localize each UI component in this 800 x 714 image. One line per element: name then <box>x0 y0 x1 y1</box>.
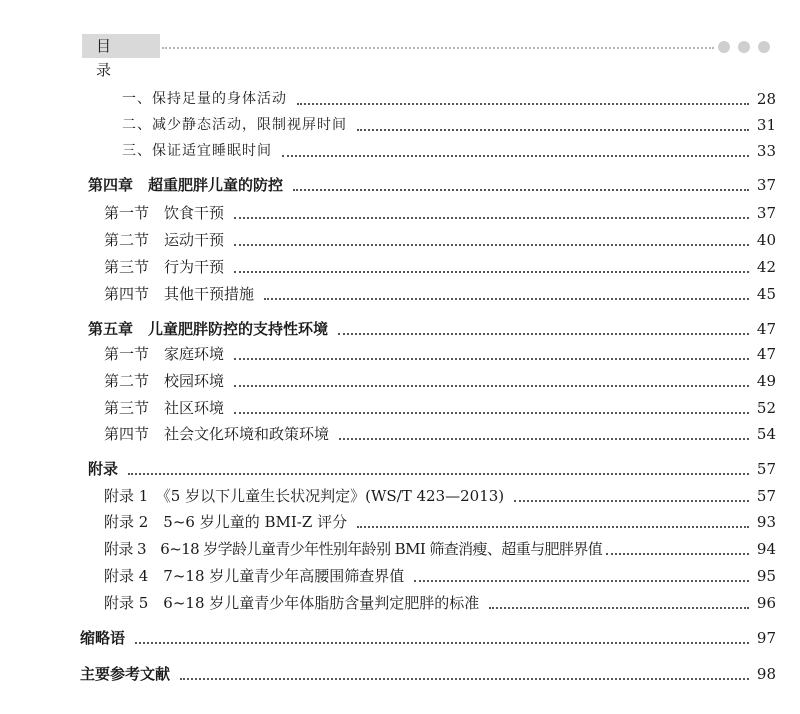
toc-references[interactable] <box>80 662 776 686</box>
toc-entry-page: 96 <box>756 594 776 612</box>
leader-dots <box>264 298 749 300</box>
leader-dots <box>234 217 749 219</box>
toc-entry-page: 47 <box>756 320 776 338</box>
toc-entry-page: 97 <box>756 629 776 647</box>
toc-appendix-item[interactable] <box>104 510 776 534</box>
toc-chapter-label: 附录 <box>88 460 119 478</box>
toc-appendix-item[interactable] <box>104 537 776 561</box>
toc-entry-page: 33 <box>756 142 776 160</box>
toc-section[interactable] <box>104 396 776 420</box>
toc-section-label: 附录 5 6~18 岁儿童青少年体脂肪含量判定肥胖的标准 <box>104 594 480 612</box>
toc-entry-label: 三、保证适宜睡眠时间 <box>122 143 272 159</box>
leader-dots <box>338 333 749 335</box>
leader-dots <box>180 678 749 680</box>
toc-entry-page: 57 <box>756 460 776 478</box>
toc-entry[interactable] <box>122 87 776 111</box>
toc-section-label: 附录 4 7~18 岁儿童青少年高腰围筛查界值 <box>104 567 405 585</box>
header-dotted-rule <box>162 47 714 49</box>
toc-chapter-label: 主要参考文献 <box>80 665 171 683</box>
leader-dots <box>339 438 749 440</box>
toc-entry-page: 94 <box>756 540 776 558</box>
toc-section-label: 第一节 家庭环境 <box>104 345 225 363</box>
toc-entry-page: 98 <box>756 665 776 683</box>
toc-section-label: 附录 3 6~18 岁学龄儿童青少年性别年龄别 BMI 筛查消瘦、超重与肥胖界值 <box>104 540 603 558</box>
toc-entry-page: 28 <box>756 90 776 108</box>
leader-dots <box>297 103 749 105</box>
toc-entry-page: 52 <box>756 399 776 417</box>
leader-dots <box>234 271 749 273</box>
toc-chapter[interactable] <box>88 317 776 341</box>
toc-chapter-label: 缩略语 <box>80 629 126 647</box>
toc-section-label: 第二节 校园环境 <box>104 372 225 390</box>
header-decorative-dots <box>718 41 772 53</box>
toc-chapter[interactable] <box>88 173 776 197</box>
toc-entry-page: 54 <box>756 425 776 443</box>
toc-appendix-item[interactable] <box>104 484 776 508</box>
toc-entry[interactable] <box>122 113 776 137</box>
toc-section-label: 第四节 社会文化环境和政策环境 <box>104 425 330 443</box>
toc-section-label: 第四节 其他干预措施 <box>104 285 255 303</box>
toc-entry-page: 95 <box>756 567 776 585</box>
toc-section[interactable] <box>104 282 776 306</box>
leader-dots <box>135 642 749 644</box>
toc-entry-page: 31 <box>756 116 776 134</box>
leader-dots <box>234 412 749 414</box>
toc-entry-page: 40 <box>756 231 776 249</box>
toc-abbreviations[interactable] <box>80 626 776 650</box>
toc-section-label: 第一节 饮食干预 <box>104 204 225 222</box>
toc-section-label: 第三节 社区环境 <box>104 399 225 417</box>
toc-section[interactable] <box>104 201 776 225</box>
toc-entry[interactable] <box>122 139 776 163</box>
toc-entry-page: 57 <box>756 487 776 505</box>
toc-section-label: 附录 2 5~6 岁儿童的 BMI-Z 评分 <box>104 513 348 531</box>
toc-appendix-item[interactable] <box>104 564 776 588</box>
toc-section[interactable] <box>104 422 776 446</box>
toc-entry-page: 42 <box>756 258 776 276</box>
toc-entry-page: 47 <box>756 345 776 363</box>
leader-dots <box>489 607 749 609</box>
toc-section[interactable] <box>104 228 776 252</box>
toc-entry-page: 93 <box>756 513 776 531</box>
toc-section-label: 第二节 运动干预 <box>104 231 225 249</box>
leader-dots <box>282 155 749 157</box>
leader-dots <box>234 385 749 387</box>
toc-chapter-label: 第五章 儿童肥胖防控的支持性环境 <box>88 320 329 338</box>
toc-section-label: 第三节 行为干预 <box>104 258 225 276</box>
toc-appendix-heading[interactable] <box>88 457 776 481</box>
toc-title: 目 录 <box>82 34 160 58</box>
leader-dots <box>514 500 749 502</box>
leader-dots <box>293 189 749 191</box>
toc-entry-page: 49 <box>756 372 776 390</box>
leader-dots <box>234 358 749 360</box>
leader-dots <box>357 129 749 131</box>
toc-chapter-label: 第四章 超重肥胖儿童的防控 <box>88 176 284 194</box>
leader-dots <box>128 473 749 475</box>
leader-dots <box>357 526 749 528</box>
toc-section[interactable] <box>104 342 776 366</box>
toc-header <box>82 34 772 79</box>
toc-entry-page: 45 <box>756 285 776 303</box>
toc-entry-label: 二、减少静态活动，限制视屏时间 <box>122 117 347 133</box>
leader-dots <box>414 580 749 582</box>
toc-section-label: 附录 1 《5 岁以下儿童生长状况判定》(WS/T 423—2013) <box>104 487 505 505</box>
leader-dots <box>606 553 749 555</box>
toc-section[interactable] <box>104 369 776 393</box>
toc-appendix-item[interactable] <box>104 591 776 615</box>
toc-entry-page: 37 <box>756 204 776 222</box>
leader-dots <box>234 244 749 246</box>
toc-entry-label: 一、保持足量的身体活动 <box>122 91 287 107</box>
toc-section[interactable] <box>104 255 776 279</box>
toc-entry-page: 37 <box>756 176 776 194</box>
